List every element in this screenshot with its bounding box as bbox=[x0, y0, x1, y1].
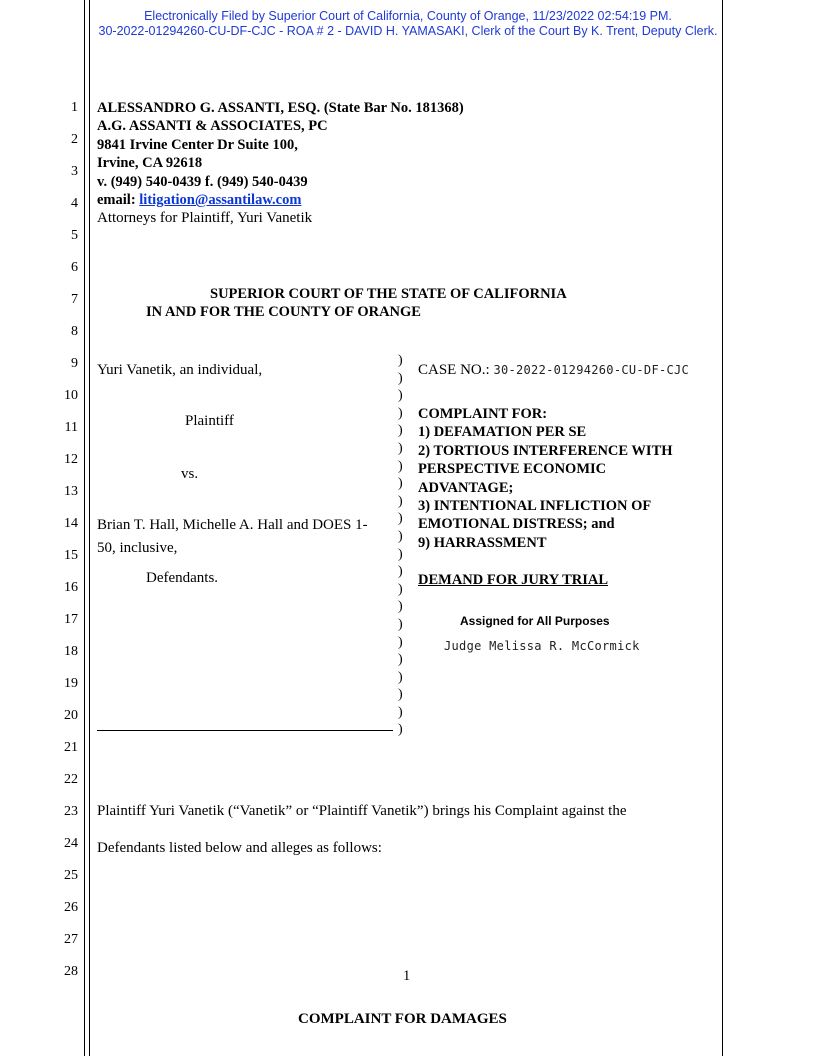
plaintiff-role: Plaintiff bbox=[185, 413, 234, 429]
claim-item: 3) INTENTIONAL INFLICTION OF bbox=[418, 498, 652, 515]
defendants-line-1: Brian T. Hall, Michelle A. Hall and DOES 1- bbox=[97, 517, 368, 533]
line-number: 19 bbox=[64, 676, 78, 691]
line-number: 3 bbox=[71, 164, 78, 179]
defendants-line-2: 50, inclusive, bbox=[97, 540, 178, 556]
line-number: 7 bbox=[71, 292, 78, 307]
left-margin-rule-outer bbox=[84, 0, 85, 1056]
attorney-phones: v. (949) 540-0439 f. (949) 540-0439 bbox=[97, 173, 308, 190]
versus: vs. bbox=[181, 466, 199, 482]
line-number: 1 bbox=[71, 100, 78, 115]
jury-demand: DEMAND FOR JURY TRIAL bbox=[418, 572, 609, 588]
line-number: 2 bbox=[71, 132, 78, 147]
attorneys-for: Attorneys for Plaintiff, Yuri Vanetik bbox=[97, 210, 313, 226]
footer-title: COMPLAINT FOR DAMAGES bbox=[298, 1011, 507, 1027]
line-number: 15 bbox=[64, 548, 78, 563]
line-number: 6 bbox=[71, 260, 78, 275]
email-label: email: bbox=[97, 192, 140, 209]
line-number: 5 bbox=[71, 228, 78, 243]
body-line-1: Plaintiff Yuri Vanetik (“Vanetik” or “Plaintiff Vanetik”) brings his Complaint against the bbox=[97, 803, 627, 819]
case-number-value: 30-2022-01294260-CU-DF-CJC bbox=[493, 363, 690, 377]
attorney-email-row bbox=[97, 191, 464, 209]
line-number: 23 bbox=[64, 804, 78, 819]
line-number: 21 bbox=[64, 740, 78, 755]
caption-parentheses: ) ) ) ) ) ) ) ) ) ) ) ) ) ) ) ) ) ) ) ) ) ) bbox=[398, 353, 403, 738]
page-number: 1 bbox=[403, 968, 411, 984]
line-number: 17 bbox=[64, 612, 78, 627]
attorney-firm: A.G. ASSANTI & ASSOCIATES, PC bbox=[97, 118, 328, 135]
complaint-for-block bbox=[418, 405, 673, 552]
claim-item: PERSPECTIVE ECONOMIC bbox=[418, 461, 607, 478]
attorney-block bbox=[97, 99, 464, 209]
line-number: 24 bbox=[64, 836, 78, 851]
caption-underline bbox=[97, 730, 393, 731]
line-number: 20 bbox=[64, 708, 78, 723]
line-number: 22 bbox=[64, 772, 78, 787]
line-number: 27 bbox=[64, 932, 78, 947]
complaint-for-heading: COMPLAINT FOR: bbox=[418, 406, 548, 422]
attorney-name: ALESSANDRO G. ASSANTI, ESQ. (State Bar No. 181368) bbox=[97, 100, 464, 116]
line-number: 13 bbox=[64, 484, 78, 499]
case-number-label: CASE NO.: bbox=[418, 362, 490, 378]
claim-item: EMOTIONAL DISTRESS; and bbox=[418, 516, 615, 533]
line-number: 25 bbox=[64, 868, 78, 883]
assigned-stamp: Assigned for All Purposes bbox=[460, 614, 610, 628]
line-number: 12 bbox=[64, 452, 78, 467]
filing-stamp-line-1: Electronically Filed by Superior Court of California, County of Orange, 11/23/2022 02:54:19 PM. bbox=[144, 9, 672, 23]
plaintiff-name: Yuri Vanetik, an individual, bbox=[97, 362, 263, 378]
email-link[interactable]: litigation@assantilaw.com bbox=[139, 192, 302, 209]
claim-item: ADVANTAGE; bbox=[418, 479, 514, 496]
filing-stamp-line-2: 30-2022-01294260-CU-DF-CJC - ROA # 2 - DAVID H. YAMASAKI, Clerk of the Court By K. Trent, Deputy Clerk. bbox=[98, 24, 718, 38]
line-number: 9 bbox=[71, 356, 78, 371]
left-margin-rule-inner bbox=[89, 0, 90, 1056]
line-number: 14 bbox=[64, 516, 78, 531]
body-line-2: Defendants listed below and alleges as follows: bbox=[97, 840, 382, 856]
court-title-line-1: SUPERIOR COURT OF THE STATE OF CALIFORNIA bbox=[210, 286, 567, 302]
attorney-address-1: 9841 Irvine Center Dr Suite 100, bbox=[97, 136, 298, 153]
claim-item: 9) HARRASSMENT bbox=[418, 534, 547, 551]
line-number: 8 bbox=[71, 324, 78, 339]
line-number: 11 bbox=[64, 420, 78, 435]
court-title-line-2: IN AND FOR THE COUNTY OF ORANGE bbox=[146, 304, 421, 320]
right-margin-rule bbox=[722, 0, 723, 1056]
attorney-address-2: Irvine, CA 92618 bbox=[97, 155, 203, 172]
line-number: 18 bbox=[64, 644, 78, 659]
defendants-role: Defendants. bbox=[146, 570, 219, 586]
line-number: 16 bbox=[64, 580, 78, 595]
claim-item: 2) TORTIOUS INTERFERENCE WITH bbox=[418, 442, 673, 459]
line-number: 10 bbox=[64, 388, 78, 403]
line-number: 28 bbox=[64, 964, 78, 979]
case-number-row bbox=[418, 362, 689, 379]
line-number: 26 bbox=[64, 900, 78, 915]
line-number: 4 bbox=[71, 196, 78, 211]
claim-item: 1) DEFAMATION PER SE bbox=[418, 424, 587, 441]
judge-stamp: Judge Melissa R. McCormick bbox=[444, 639, 640, 653]
